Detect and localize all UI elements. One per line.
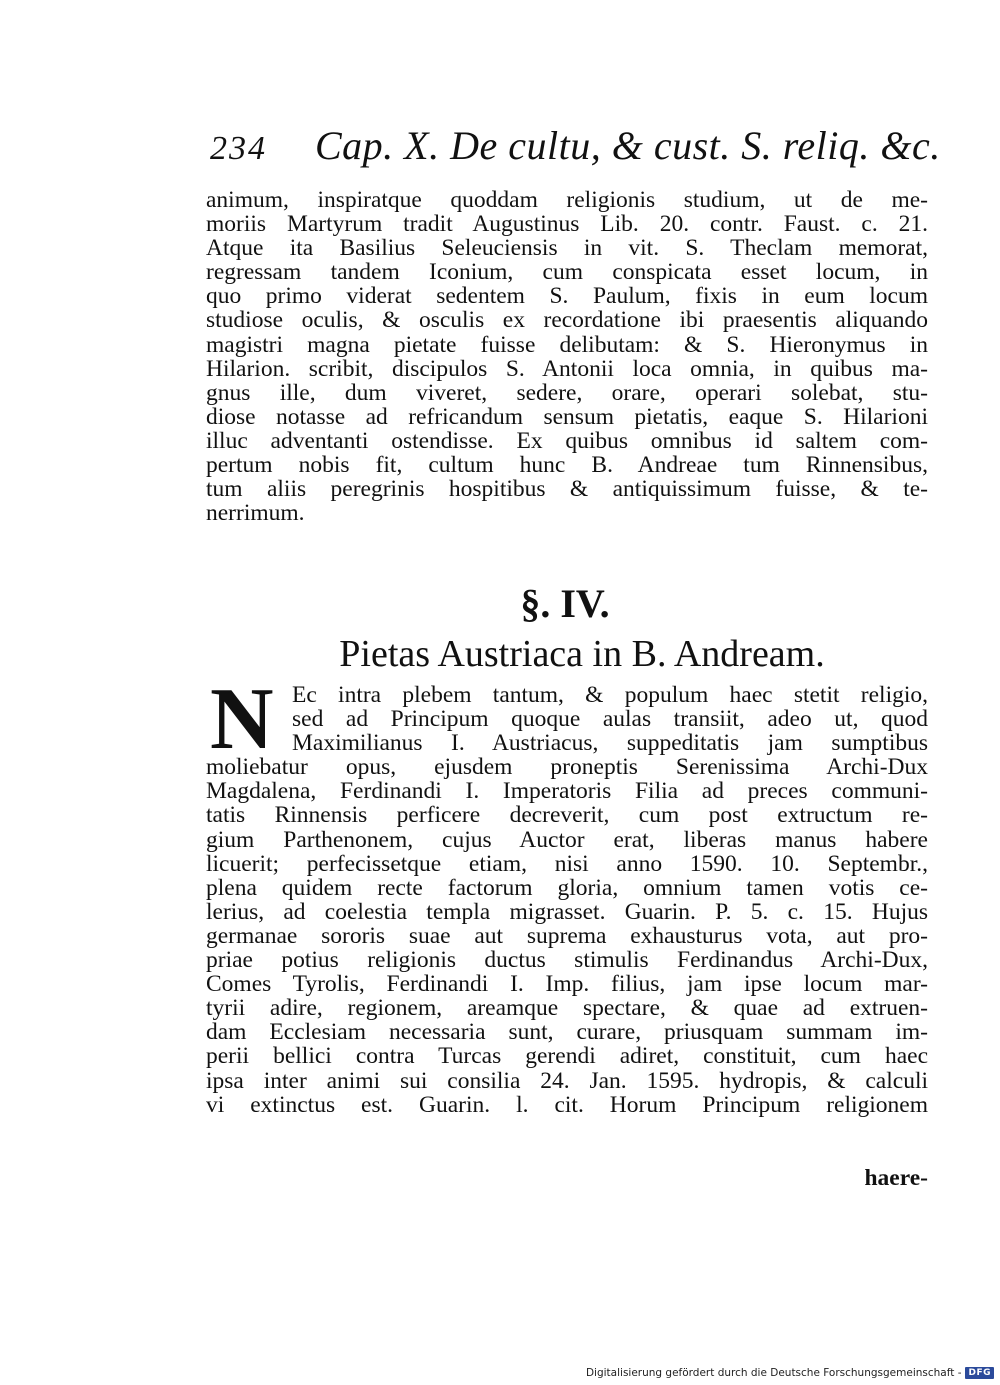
text-line: Hilarion. scribit, discipulos S. Antonii loca omnia, in quibus ma-: [206, 356, 928, 381]
catchword: haere-: [864, 1165, 928, 1191]
text-line: moliebatur opus, ejusdem proneptis Serenissima Archi-Dux: [206, 755, 928, 780]
paragraph-1: [206, 188, 928, 525]
drop-cap: N: [210, 671, 274, 768]
footer-text: Digitalisierung gefördert durch die Deutsche Forschungsgemeinschaft -: [585, 1367, 962, 1379]
text-line: nerrimum.: [206, 501, 305, 526]
text-line: moriis Martyrum tradit Augustinus Lib. 20. contr. Faust. c. 21.: [206, 212, 928, 237]
text-line: Atque ita Basilius Seleuciensis in vit. S. Theclam memorat,: [206, 236, 928, 261]
running-head: [210, 118, 941, 188]
text-line: quo primo viderat sedentem S. Paulum, fixis in eum locum: [206, 284, 928, 309]
text-line: germanae sororis suae aut suprema exhausturus vota, aut pro-: [206, 923, 928, 949]
text-line: plena quidem recte factorum gloria, omnium tamen votis ce-: [206, 875, 928, 900]
funding-footer: [586, 1365, 994, 1381]
text-line: Ec intra plebem tantum, & populum haec stetit religio,: [292, 683, 928, 708]
text-line: Maximilianus I. Austriacus, suppeditatis jam sumptibus: [292, 731, 928, 756]
text-line: tatis Rinnensis perficere decreverit, cum post extructum re-: [206, 803, 928, 828]
dfg-logo: DFG: [965, 1367, 994, 1379]
text-line: illuc adventanti ostendisse. Ex quibus omnibus id saltem com-: [206, 428, 928, 454]
text-line: priae potius religionis ductus stimulis Ferdinandus Archi-Dux,: [206, 948, 928, 973]
page-number: 234: [210, 130, 267, 167]
text-line: ipsa inter animi sui consilia 24. Jan. 1595. hydropis, & calculi: [206, 1068, 928, 1093]
text-line: magistri magna pietate fuisse delibutam: & S. Hieronymus in: [206, 332, 928, 357]
text-line: lerius, ad coelestia templa migrasset. Guarin. P. 5. c. 15. Hujus: [206, 899, 928, 924]
text-line: pertum nobis fit, cultum hunc B. Andreae tum Rinnensibus,: [206, 453, 928, 478]
text-line: gium Parthenonem, cujus Auctor erat, liberas manus habere: [206, 827, 928, 852]
text-line: studiose oculis, & osculis ex recordatione ibi praesentis aliquando: [206, 308, 928, 333]
text-line: tum aliis peregrinis hospitibus & antiquissimum fuisse, & te-: [206, 477, 928, 502]
text-line: tyrii adire, regionem, areamque spectare, & quae ad extruen-: [206, 996, 928, 1021]
text-line: Magdalena, Ferdinandi I. Imperatoris Filia ad preces communi-: [206, 779, 928, 804]
text-line: Comes Tyrolis, Ferdinandi I. Imp. filius, jam ipse locum mar-: [206, 972, 928, 997]
paragraph-2-lines: [206, 755, 928, 1116]
text-line: animum, inspiratque quoddam religionis studium, ut de me-: [206, 188, 928, 213]
section-title: Pietas Austriaca in B. Andream.: [339, 633, 825, 675]
text-line: dam Ecclesiam necessaria sunt, curare, priusquam summam im-: [206, 1020, 928, 1045]
text-line: diose notasse ad refricandum sensum pietatis, eaque S. Hilarioni: [206, 404, 928, 429]
section-number: §. IV.: [520, 581, 610, 626]
text-line: regressam tandem Iconium, cum conspicata esset locum, in: [206, 260, 928, 285]
text-line: gnus ille, dum viveret, sedere, orare, operari solebat, stu-: [206, 380, 928, 405]
running-title: Cap. X. De cultu, & cust. S. reliq. &c.: [315, 123, 941, 168]
text-line: licuerit; perfecissetque etiam, nisi anno 1590. 10. Septembr.,: [206, 851, 928, 876]
text-line: vi extinctus est. Guarin. l. cit. Horum Principum religionem: [206, 1092, 928, 1117]
text-line: sed ad Principum quoque aulas transiit, adeo ut, quod: [292, 707, 928, 732]
text-line: perii bellici contra Turcas gerendi adiret, constituit, cum haec: [206, 1044, 928, 1069]
paragraph-2: [206, 671, 928, 1117]
